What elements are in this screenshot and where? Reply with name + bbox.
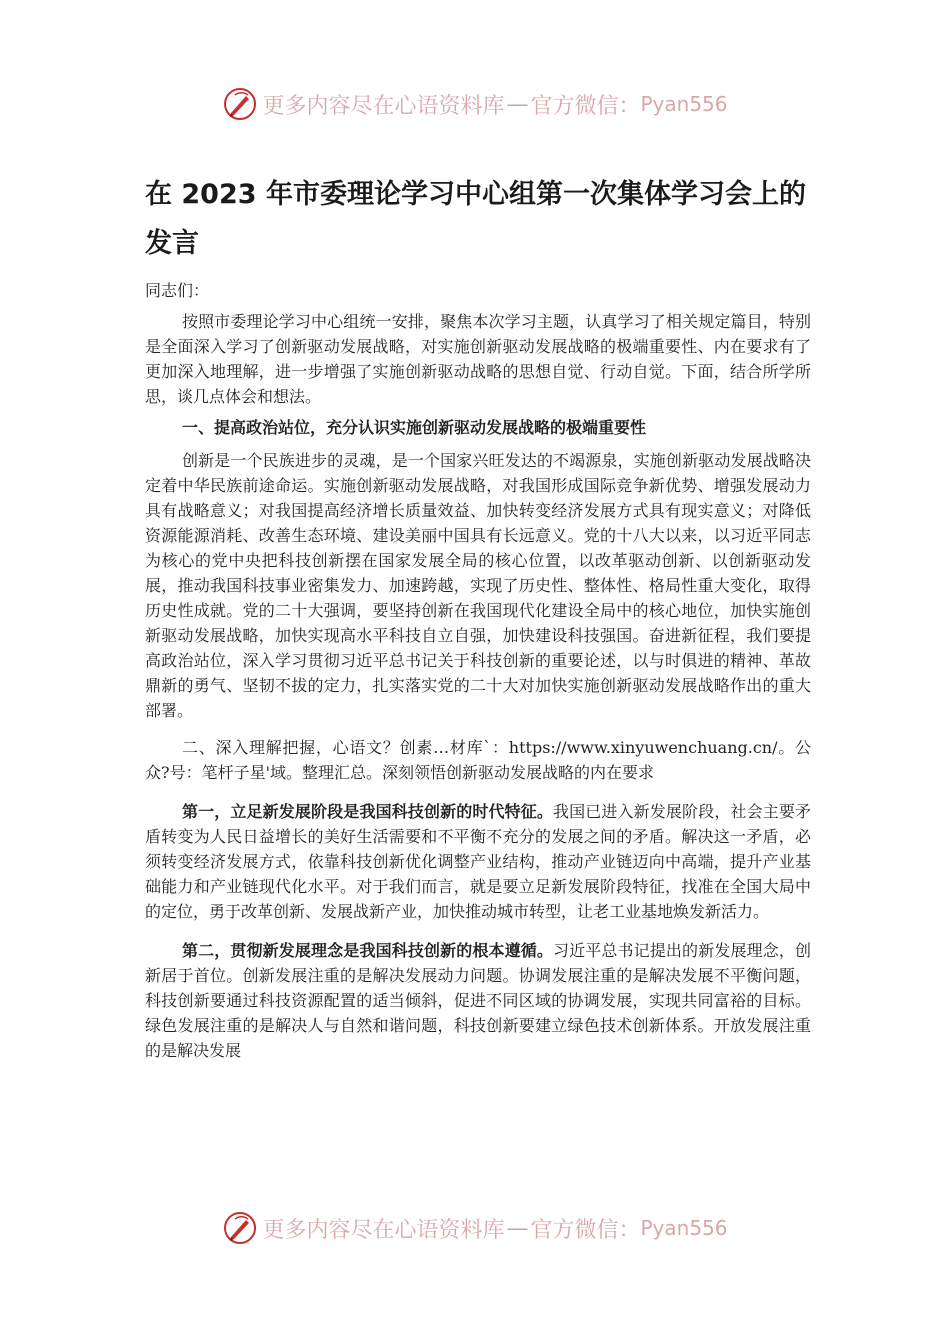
point-2-paragraph bbox=[145, 938, 811, 1063]
watermark-suffix: 官方微信： bbox=[530, 93, 641, 119]
watermark-separator: — bbox=[506, 1215, 529, 1241]
watermark-text: 更多内容尽在心语资料库 bbox=[262, 93, 505, 119]
pen-logo-icon bbox=[222, 86, 258, 122]
watermark-bottom bbox=[0, 1210, 950, 1246]
pen-logo-icon bbox=[222, 1210, 258, 1246]
section-1-paragraph: 创新是一个民族进步的灵魂，是一个国家兴旺发达的不竭源泉，实施创新驱动发展战略决定着中华民族前途命运。实施创新驱动发展战略，对我国形成国际竞争新优势、增强发展动力具有战略意义；对我国提高经济增长质量效益、加快转变经济发展方式具有现实意义；对降低资源能源消耗、改善生态环境、建设美丽中国具有长远意义。党的十八大以来，以习近平同志为核心的党中央把科技创新摆在国家发展全局的核心位置，以改革驱动创新、以创新驱动发展，推动我国科技事业密集发力、加速跨越，实现了历史性、整体性、格局性重大变化，取得历史性成就。党的二十大强调，要坚持创新在我国现代化建设全局中的核心地位，加快实施创新驱动发展战略，加快实现高水平科技自立自强，加快建设科技强国。奋进新征程，我们要提高政治站位，深入学习贯彻习近平总书记关于科技创新的重要论述，以与时俱进的精神、革故鼎新的勇气、坚韧不拔的定力，扎实落实党的二十大对加快实施创新驱动发展战略作出的重大部署。 bbox=[145, 451, 811, 720]
intro-paragraph: 按照市委理论学习中心组统一安排，聚焦本次学习主题，认真学习了相关规定篇目，特别是全面深入学习了创新驱动发展战略，对实施创新驱动发展战略的极端重要性、内在要求有了更加深入地理解，进一步增强了实施创新驱动战略的思想自觉、行动自觉。下面，结合所学所思，谈几点体会和想法。 bbox=[145, 312, 811, 406]
watermark-id: Pyan556 bbox=[640, 92, 728, 116]
watermark-top bbox=[0, 86, 950, 122]
point-2-body: 习近平总书记提出的新发展理念，创新居于首位。创新发展注重的是解决发展动力问题。协调发展注重的是解决发展不平衡问题，科技创新要通过科技资源配置的适当倾斜，促进不同区域的协调发展，实现共同富裕的目标。绿色发展注重的是解决人与自然和谐问题，科技创新要建立绿色技术创新体系。开放发展注重的是解决发展 bbox=[145, 941, 811, 1060]
document-body bbox=[145, 170, 811, 1063]
section-1-heading: 一、提高政治站位，充分认识实施创新驱动发展战略的极端重要性 bbox=[182, 418, 647, 437]
point-1-paragraph bbox=[145, 799, 811, 924]
section-2-heading: 二、深入理解把握，心语文？创素…材库`：https://www.xinyuwenchuang.cn/。公众?号：笔杆子星'域。整理汇总。深刻领悟创新驱动发展战略的内在要求 bbox=[145, 738, 811, 782]
watermark-separator: — bbox=[506, 91, 529, 117]
watermark-text: 更多内容尽在心语资料库 bbox=[262, 1217, 505, 1243]
salutation: 同志们： bbox=[145, 281, 210, 300]
watermark-id: Pyan556 bbox=[640, 1216, 728, 1240]
point-1-lead: 第一，立足新发展阶段是我国科技创新的时代特征。 bbox=[182, 802, 554, 821]
point-1-body: 我国已进入新发展阶段，社会主要矛盾转变为人民日益增长的美好生活需要和不平衡不充分的发展之间的矛盾。解决这一矛盾，必须转变经济发展方式，依靠科技创新优化调整产业结构，推动产业链迈向中高端，提升产业基础能力和产业链现代化水平。对于我们而言，就是要立足新发展阶段特征，找准在全国大局中的定位，勇于改革创新、发展战新产业，加快推动城市转型，让老工业基地焕发新活力。 bbox=[145, 802, 811, 921]
watermark-suffix: 官方微信： bbox=[530, 1217, 641, 1243]
document-title: 在 2023 年市委理论学习中心组第一次集体学习会上的发言 bbox=[145, 179, 806, 259]
point-2-lead: 第二，贯彻新发展理念是我国科技创新的根本遵循。 bbox=[182, 941, 554, 960]
